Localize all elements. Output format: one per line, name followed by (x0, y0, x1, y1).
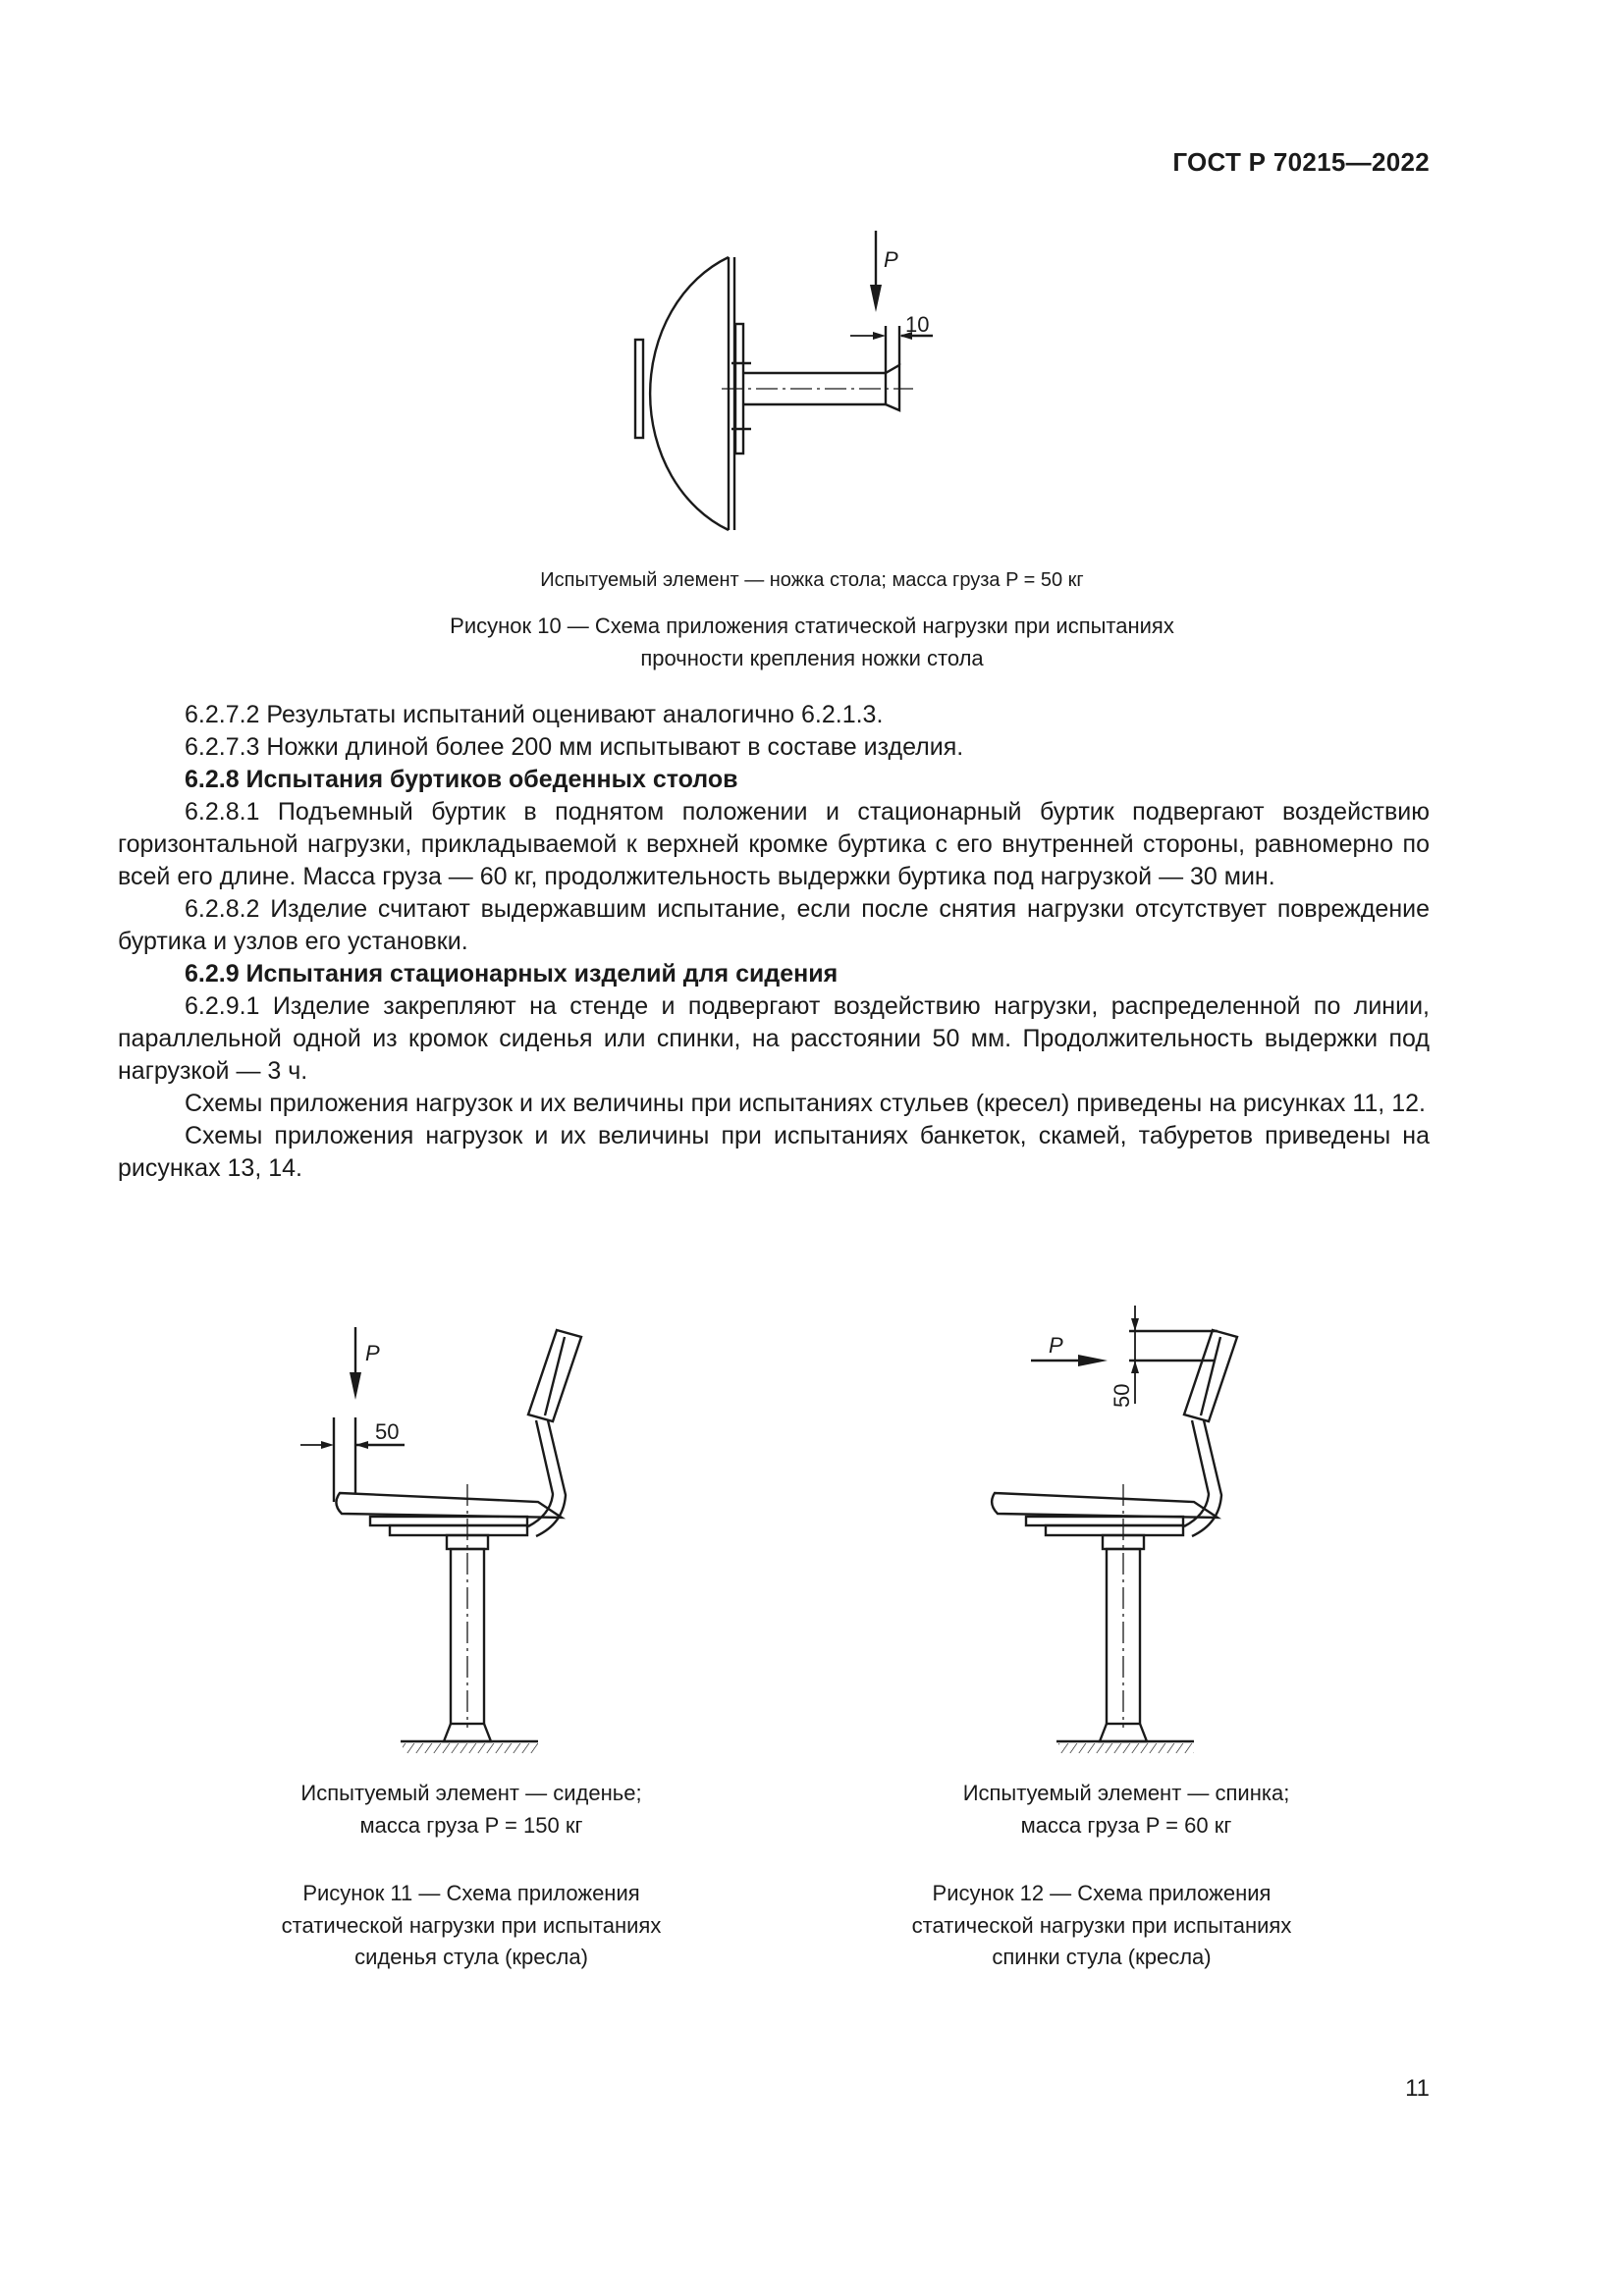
section-heading: 6.2.9 Испытания стационарных изделий для сидения (185, 960, 839, 988)
dim-arrow-head (321, 1441, 334, 1449)
leg-foot (886, 365, 899, 410)
caption-line: прочности крепления ножки стола (640, 645, 984, 670)
floor-hatching (1058, 1743, 1194, 1753)
figure-12-note (832, 1778, 1421, 1842)
tabletop-slot (635, 340, 643, 438)
caption-line: Рисунок 11 — Схема приложения (302, 1881, 640, 1905)
body-text (118, 699, 1430, 1185)
backrest-inner (545, 1337, 565, 1415)
section-heading: 6.2.8 Испытания буртиков обеденных столов (185, 766, 738, 793)
dim-arrow-head (873, 332, 886, 340)
load-arrow-head (870, 285, 882, 312)
note-line: Испытуемый элемент — сиденье; (300, 1781, 642, 1805)
seat (992, 1493, 1218, 1518)
figure-11-drawing (285, 1315, 599, 1767)
backrest-inner (1201, 1337, 1220, 1415)
tabletop-outline (650, 257, 729, 530)
page-number: 11 (1405, 2075, 1430, 2102)
caption-line: сиденья стула (кресла) (354, 1945, 588, 1970)
paragraph: 6.2.8.1 Подъемный буртик в поднятом положении и стационарный буртик подвергают воздействию горизонтальной нагрузки, прикладываемой к верхней кромке буртика с его внутренней стороны, равномерно по всей его длине. Масса груза — 60 кг, продолжительность выдержки буртика под нагрузкой — 30 мин. (118, 798, 1430, 890)
dim-arrow-head (1131, 1361, 1139, 1373)
figure-11-caption (177, 1878, 766, 1974)
dim-arrow-head (1131, 1318, 1139, 1331)
caption-line: спинки стула (кресла) (992, 1945, 1212, 1970)
seat-bracket (370, 1517, 527, 1525)
dimension-label: 10 (905, 312, 930, 337)
paragraph: 6.2.7.3 Ножки длиной более 200 мм испытывают в составе изделия. (185, 733, 964, 761)
note-line: масса груза P = 150 кг (359, 1812, 583, 1838)
dimension-label: 50 (1110, 1383, 1134, 1408)
load-label: P (884, 247, 898, 272)
caption-line: Рисунок 12 — Схема приложения (932, 1881, 1272, 1905)
load-arrow-head (350, 1372, 361, 1400)
floor-hatching (403, 1743, 538, 1753)
seat-bracket (1026, 1517, 1183, 1525)
dimension-label: 50 (375, 1419, 400, 1444)
figure-10-note: Испытуемый элемент — ножка стола; масса груза P = 50 кг (540, 569, 1084, 591)
load-label: P (365, 1341, 380, 1365)
paragraph: 6.2.8.2 Изделие считают выдержавшим испытание, если после снятия нагрузки отсутствует повреждение буртика и узлов его установки. (118, 895, 1430, 955)
caption-line: статической нагрузки при испытаниях (281, 1912, 662, 1938)
paragraph: 6.2.7.2 Результаты испытаний оценивают аналогично 6.2.1.3. (185, 701, 884, 728)
figure-10-drawing (589, 221, 943, 545)
paragraph: 6.2.9.1 Изделие закрепляют на стенде и подвергают воздействию нагрузки, распределенной по линии, параллельной одной из кромок сиденья или спинки, на расстоянии 50 мм. Продолжительность выдержки под нагрузкой — 3 ч. (118, 992, 1430, 1085)
caption-line: статической нагрузки при испытаниях (911, 1912, 1292, 1938)
figure-10-caption (223, 611, 1401, 674)
figure-12-drawing (1011, 1296, 1306, 1767)
load-arrow-head (1078, 1355, 1108, 1366)
paragraph: Схемы приложения нагрузок и их величины при испытаниях банкеток, скамей, табуретов приведены на рисунках 13, 14. (118, 1122, 1430, 1182)
paragraph: Схемы приложения нагрузок и их величины при испытаниях стульев (кресел) приведены на рисунках 11, 12. (185, 1090, 1426, 1117)
seat-bracket-lower (1046, 1525, 1183, 1535)
note-line: Испытуемый элемент — спинка; (962, 1781, 1290, 1805)
document-code: ГОСТ Р 70215—2022 (1172, 147, 1430, 177)
load-label: P (1049, 1333, 1063, 1358)
figure-12-caption (807, 1878, 1396, 1974)
seat (336, 1493, 562, 1518)
seat-bracket-lower (390, 1525, 527, 1535)
dim-arrow-head (355, 1441, 368, 1449)
note-line: масса груза P = 60 кг (1020, 1812, 1232, 1838)
caption-line: Рисунок 10 — Схема приложения статической нагрузки при испытаниях (450, 614, 1174, 638)
figure-11-note (177, 1778, 766, 1842)
